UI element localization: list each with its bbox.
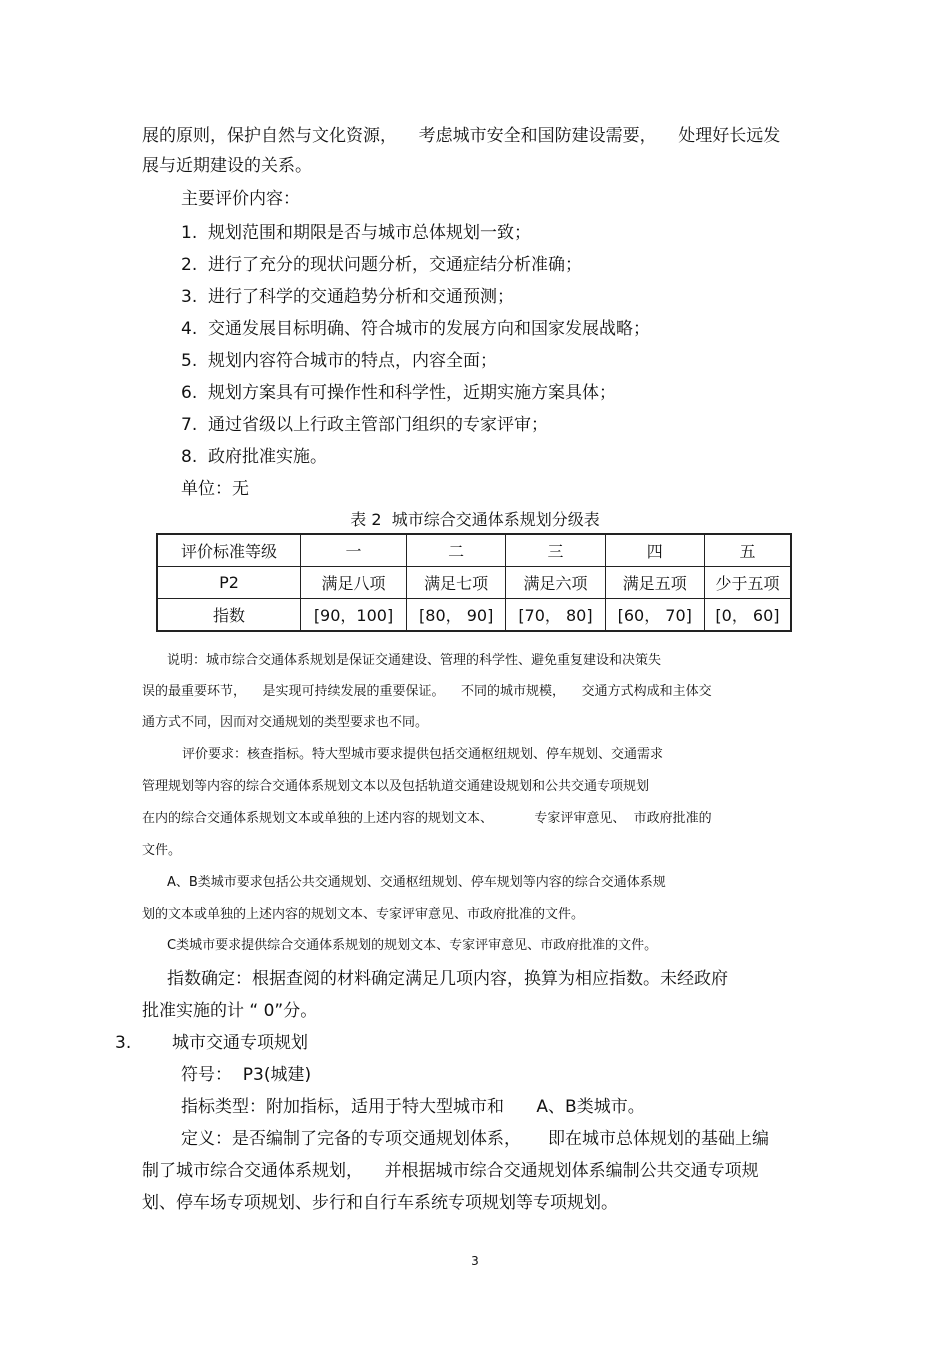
criterion-item: 5. 规划内容符合城市的特点，内容全面； [181, 351, 498, 371]
note-line: 文件。 [142, 843, 182, 858]
criterion-item: 2. 进行了充分的现状问题分析，交通症结分析准确； [181, 255, 583, 275]
table-cell: 指数 [157, 599, 301, 632]
note-line: 划的文本或单独的上述内容的规划文本、专家评审意见、市政府批准的文件。 [142, 907, 585, 922]
table-cell: [80， 90] [407, 599, 506, 632]
section-title: 城市交通专项规划 [172, 1033, 308, 1053]
criterion-item: 4. 交通发展目标明确、符合城市的发展方向和国家发展战略； [181, 319, 651, 339]
table-cell: P2 [157, 567, 301, 599]
index-determination-line: 批准实施的计 “ 0”分。 [142, 1001, 318, 1021]
note-line: A、B类城市要求包括公共交通规划、交通枢纽规划、停车规划等内容的综合交通体系规 [167, 875, 666, 890]
table-cell: 满足八项 [301, 567, 407, 599]
table-cell: 满足七项 [407, 567, 506, 599]
header-cell: 二 [407, 534, 506, 567]
header-cell: 三 [506, 534, 605, 567]
note-line: 说明：城市综合交通体系规划是保证交通建设、管理的科学性、避免重复建设和决策失 [167, 653, 662, 668]
table-cell: 满足六项 [506, 567, 605, 599]
criterion-item: 8. 政府批准实施。 [181, 447, 328, 467]
note-line: 评价要求：核查指标。特大型城市要求提供包括交通枢纽规划、停车规划、交通需求 [182, 747, 664, 762]
header-cell: 一 [301, 534, 407, 567]
criterion-item: 7. 通过省级以上行政主管部门组织的专家评审； [181, 415, 549, 435]
table-cell: [60， 70] [605, 599, 704, 632]
page-number: 3 [471, 1254, 479, 1268]
criterion-item: 1. 规划范围和期限是否与城市总体规划一致； [181, 223, 532, 243]
header-cell: 四 [605, 534, 704, 567]
header-cell: 五 [704, 534, 791, 567]
table-cell: [90，100] [301, 599, 407, 632]
section-number: 3. [115, 1033, 132, 1053]
definition-line: 定义：是否编制了完备的专项交通规划体系， 即在城市总体规划的基础上编 [181, 1129, 770, 1149]
table-row [157, 599, 791, 632]
table-cell: [0， 60] [704, 599, 791, 632]
note-line: 误的最重要环节， 是实现可持续发展的重要保证。 不同的城市规模， 交通方式构成和主体交 [142, 684, 712, 699]
criterion-item: 6. 规划方案具有可操作性和科学性，近期实施方案具体； [181, 383, 617, 403]
header-cell: 评价标准等级 [157, 534, 301, 567]
table-cell: 满足五项 [605, 567, 704, 599]
note-line: 管理规划等内容的综合交通体系规划文本以及包括轨道交通建设规划和公共交通专项规划 [142, 779, 650, 794]
note-line: 在内的综合交通体系规划文本或单独的上述内容的规划文本、 专家评审意见、 市政府批准的 [142, 811, 712, 826]
table-row [157, 567, 791, 599]
indicator-type: 指标类型：附加指标，适用于特大型城市和 A、B类城市。 [181, 1097, 645, 1117]
table-cell: 少于五项 [704, 567, 791, 599]
table-header-row [157, 534, 791, 567]
index-determination-line: 指数确定：根据查阅的材料确定满足几项内容，换算为相应指数。未经政府 [167, 969, 728, 989]
definition-line: 制了城市综合交通体系规划， 并根据城市综合交通规划体系编制公共交通专项规 [142, 1161, 759, 1181]
note-line: 通方式不同，因而对交通规划的类型要求也不同。 [142, 715, 429, 730]
criterion-item: 3. 进行了科学的交通趋势分析和交通预测； [181, 287, 515, 307]
indicator-symbol: 符号： P3(城建) [181, 1065, 312, 1085]
definition-line: 划、停车场专项规划、步行和自行车系统专项规划等专项规划。 [142, 1193, 618, 1213]
table-caption: 表 2 城市综合交通体系规划分级表 [350, 510, 600, 529]
note-line: C类城市要求提供综合交通体系规划的规划文本、专家评审意见、市政府批准的文件。 [167, 938, 658, 953]
intro-line-1: 展的原则，保护自然与文化资源， 考虑城市安全和国防建设需要， 处理好长远发 [142, 126, 781, 146]
grading-table [156, 533, 792, 632]
unit-line: 单位：无 [181, 479, 249, 499]
main-content-heading: 主要评价内容： [181, 189, 300, 209]
table-cell: [70， 80] [506, 599, 605, 632]
intro-line-2: 展与近期建设的关系。 [142, 156, 312, 176]
